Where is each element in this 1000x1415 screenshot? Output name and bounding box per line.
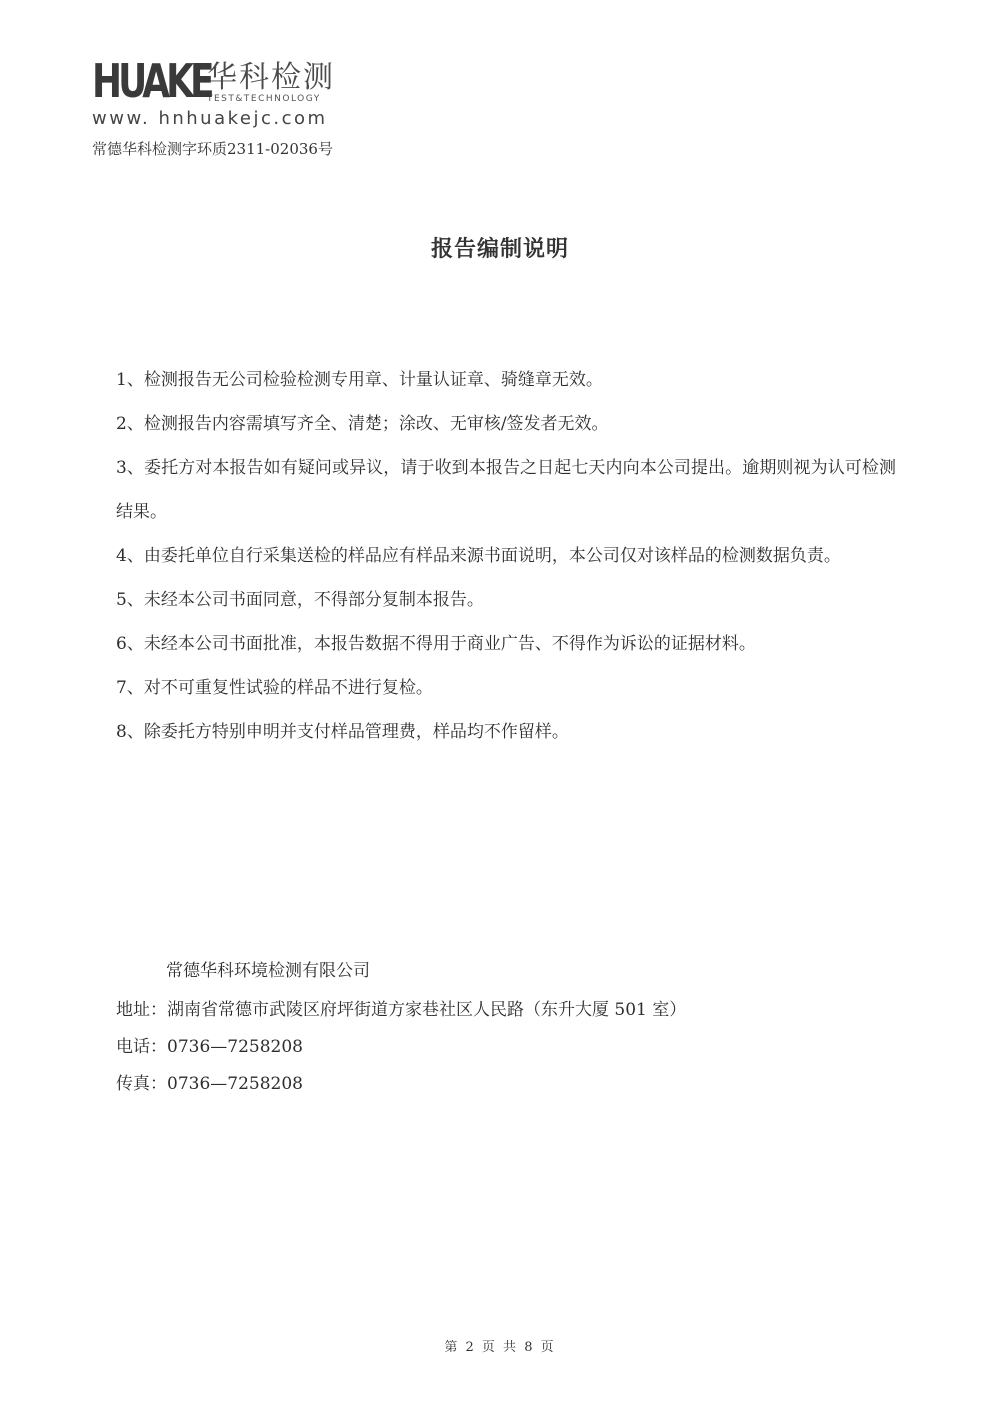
company-fax: 传真：0736—7258208 xyxy=(116,1074,303,1094)
note-item-7: 7、对不可重复性试验的样品不进行复检。 xyxy=(116,678,433,698)
contact-block xyxy=(116,992,686,1103)
note-item-6: 6、未经本公司书面批准，本报告数据不得用于商业广告、不得作为诉讼的证据材料。 xyxy=(116,634,756,654)
logo-website: www. hnhuakejc.com xyxy=(92,108,328,129)
note-item-2: 2、检测报告内容需填写齐全、清楚；涂改、无审核/签发者无效。 xyxy=(116,414,609,434)
notes-list xyxy=(116,358,896,754)
logo-mark: HUAKE xyxy=(92,54,211,108)
company-logo xyxy=(92,54,362,130)
page-number: 第 2 页 共 8 页 xyxy=(444,1340,556,1355)
report-number: 常德华科检测字环质2311-02036号 xyxy=(92,140,333,158)
logo-english-name: TEST&TECHNOLOGY xyxy=(207,94,321,104)
company-name: 常德华科环境检测有限公司 xyxy=(166,961,370,981)
note-item-3: 3、委托方对本报告如有疑问或异议，请于收到本报告之日起七天内向本公司提出。逾期则视为认可检测结果。 xyxy=(116,458,896,522)
page-title: 报告编制说明 xyxy=(430,237,569,262)
note-item-8: 8、除委托方特别申明并支付样品管理费，样品均不作留样。 xyxy=(116,722,569,742)
company-phone: 电话：0736—7258208 xyxy=(116,1037,303,1057)
note-item-1: 1、检测报告无公司检验检测专用章、计量认证章、骑缝章无效。 xyxy=(116,370,603,390)
note-item-4: 4、由委托单位自行采集送检的样品应有样品来源书面说明，本公司仅对该样品的检测数据负责。 xyxy=(116,546,841,566)
note-item-5: 5、未经本公司书面同意，不得部分复制本报告。 xyxy=(116,590,484,610)
company-address: 地址：湖南省常德市武陵区府坪街道方家巷社区人民路（东升大厦 501 室） xyxy=(116,1000,687,1020)
logo-chinese-name: 华科检测 xyxy=(207,60,335,95)
